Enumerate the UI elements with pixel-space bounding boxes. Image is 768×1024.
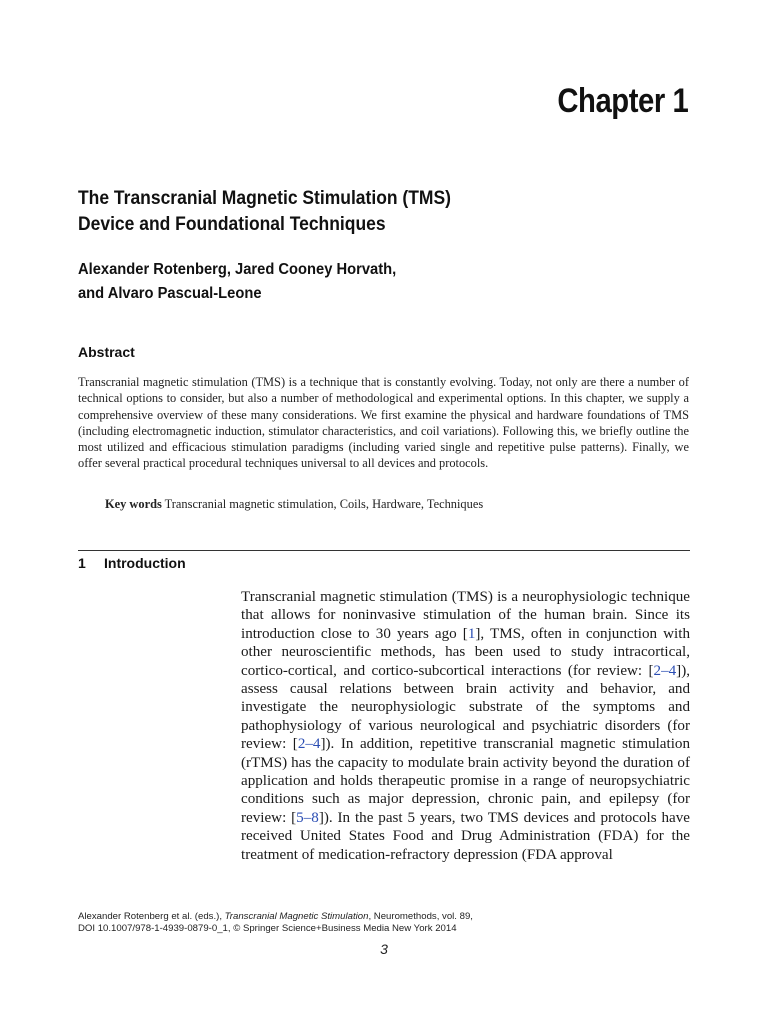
keywords-list: Transcranial magnetic stimulation, Coils, Hardware, Techniques [164, 497, 484, 511]
authors-line-2: and Alvaro Pascual-Leone [78, 285, 262, 302]
reference-link[interactable]: 5–8 [296, 809, 319, 826]
reference-link[interactable]: 2–4 [297, 736, 321, 753]
footer-series: , Neuromethods, vol. 89, [368, 911, 473, 922]
keywords [105, 497, 483, 512]
abstract-heading: Abstract [78, 344, 135, 360]
chapter-title-line-2: Device and Foundational Techniques [78, 214, 386, 235]
intro-text-part: ]), assess causal relations between brain activity and behavior, and investigate the neurophysiologic substrate of the symptoms and pathophysiology of various neurological and psychiatric disorders (for review: [ [241, 662, 690, 753]
chapter-title-line-1: The Transcranial Magnetic Stimulation (TMS) [78, 188, 451, 209]
reference-link[interactable]: 1 [467, 625, 476, 642]
keywords-label: Key words [105, 497, 162, 511]
footer-book-title: Transcranial Magnetic Stimulation [224, 911, 369, 922]
intro-text-part: ]). In the past 5 years, two TMS devices and protocols have received United States Food and Drug Administration (FDA) for the treatment of medication-refractory depression (FDA approval [241, 809, 690, 863]
intro-text-part: ]). In addition, repetitive transcranial magnetic stimulation (rTMS) has the capacity to modulate brain activity beyond the duration of application and holds therapeutic promise in a range of neuropsychiatric conditions such as major depression, chronic pain, and epilepsy (for review: [ [241, 736, 690, 826]
chapter-label: Chapter 1 [556, 82, 688, 120]
authors [78, 258, 396, 306]
chapter-title [78, 186, 451, 238]
section-number: 1 [78, 555, 86, 571]
authors-line-1: Alexander Rotenberg, Jared Cooney Horvath, [78, 261, 397, 278]
citation-footer [78, 911, 473, 936]
section-divider [78, 550, 690, 551]
footer-line-1 [78, 911, 473, 923]
section-title: Introduction [104, 555, 186, 571]
introduction-paragraph [241, 588, 690, 864]
intro-text-part: ], TMS, often in conjunction with other neuroscientific methods, has been used to study intracortical, cortico-cortical, and cortico-subcortical interactions (for review: [ [241, 625, 690, 679]
reference-link[interactable]: 2–4 [653, 662, 677, 679]
page-number: 3 [380, 941, 388, 957]
section-heading [78, 555, 186, 571]
footer-line-2: DOI 10.1007/978-1-4939-0879-0_1, © Springer Science+Business Media New York 2014 [78, 923, 457, 935]
abstract-text: Transcranial magnetic stimulation (TMS) is a technique that is constantly evolving. Today, not only are there a number of technical options to consider, but also a number of methodological and experimental options. In this chapter, we supply a comprehensive overview of these many considerations. We first examine the physical and hardware foundations of TMS (including electromagnetic induction, stimulator characteristics, and coil variations). Following this, we briefly outline the most utilized and efficacious stimulation paradigms (including varied single and repetitive pulse patterns). Finally, we offer several practical procedural techniques universal to all devices and protocols. [78, 375, 689, 471]
footer-editors: Alexander Rotenberg et al. (eds.), [78, 911, 225, 922]
intro-text-part: Transcranial magnetic stimulation (TMS) is a neurophysiologic technique that allows for noninvasive stimulation of the human brain. Since its introduction close to 30 years ago [ [241, 589, 690, 642]
